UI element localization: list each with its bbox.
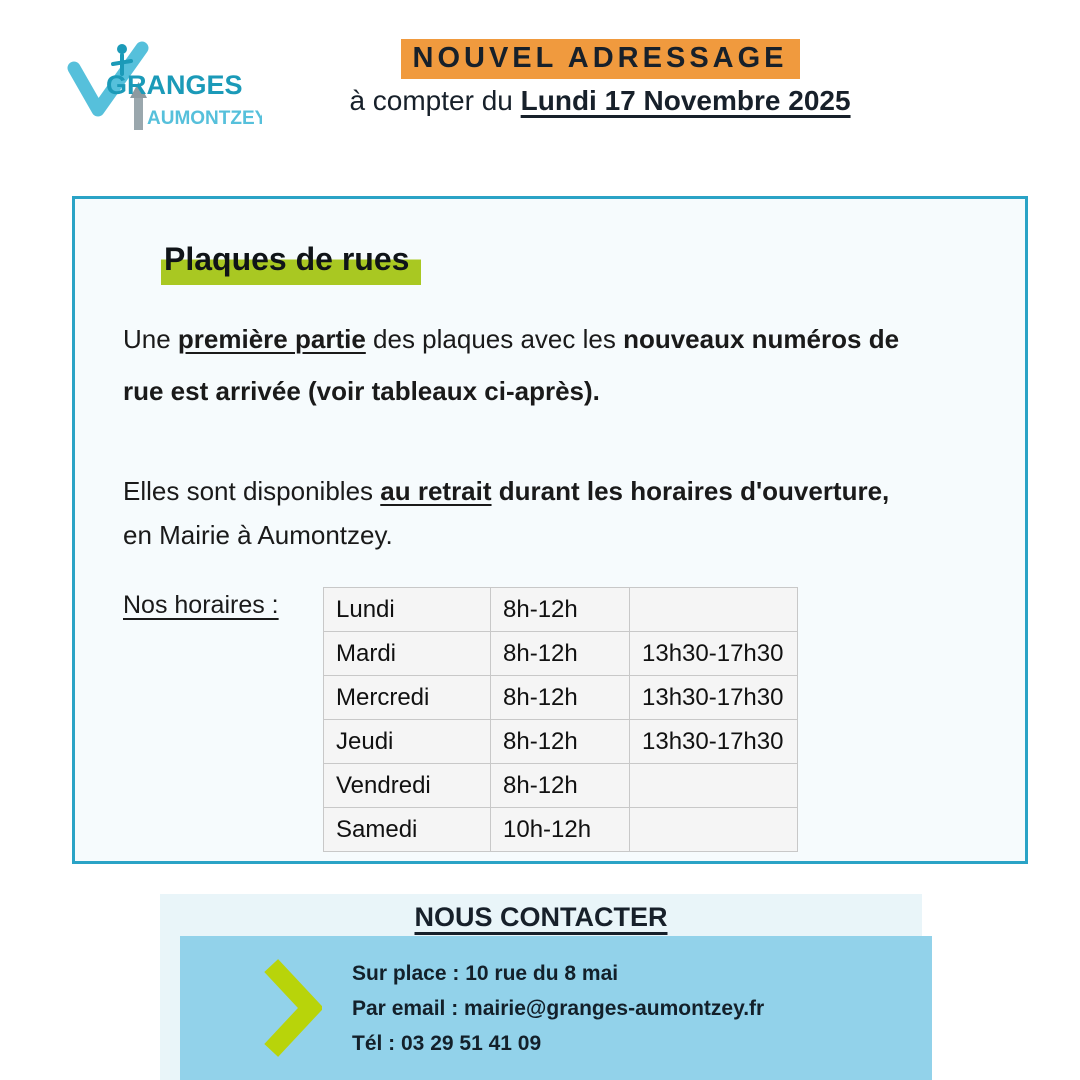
text-segment: Elles sont disponibles [123,476,381,506]
day-cell: Lundi [324,588,491,632]
hours-row [324,632,798,676]
hours-label: Nos horaires : [123,591,279,619]
day-cell: Samedi [324,808,491,852]
logo-text-aumontzey: AUMONTZEY [147,108,262,129]
hours-row [324,808,798,852]
text-segment: durant les horaires d'ouverture, [498,476,890,506]
contact-line-email: Par email : mairie@granges-aumontzey.fr [352,997,765,1020]
text-segment: nouveaux numéros de [623,324,900,354]
contact-line-phone: Tél : 03 29 51 41 09 [352,1032,542,1055]
morning-hours-cell: 8h-12h [491,720,630,764]
day-cell: Mardi [324,632,491,676]
afternoon-hours-cell: 13h30-17h30 [630,632,798,676]
text-segment [492,476,499,506]
morning-hours-cell: 8h-12h [491,588,630,632]
header-titles [130,42,1070,117]
contact-lines [352,962,764,1067]
afternoon-hours-cell: 13h30-17h30 [630,676,798,720]
text-segment: Une [123,324,178,354]
text-segment: première partie [177,324,366,354]
plaques-panel [72,196,1028,864]
contact-heading: NOUS CONTACTER [414,902,668,932]
plaques-paragraph-1 [123,313,1043,417]
subtitle-prefix: à compter du [349,85,521,116]
hours-row [324,588,798,632]
title-highlight: NOUVEL ADRESSAGE [401,39,800,79]
panel-heading [161,241,421,278]
effective-date: Lundi 17 Novembre 2025 [520,85,851,116]
morning-hours-cell: 8h-12h [491,676,630,720]
page-title [130,42,1070,75]
heading-highlight: Plaques de rues [161,241,421,285]
afternoon-hours-cell [630,588,798,632]
text-segment: rue est arrivée (voir tableaux ci-après). [123,376,600,406]
contact-box [180,936,932,1080]
text-segment: en Mairie à Aumontzey. [123,520,393,550]
afternoon-hours-cell [630,764,798,808]
morning-hours-cell: 8h-12h [491,764,630,808]
plaques-paragraph-2 [123,469,1043,557]
morning-hours-cell: 8h-12h [491,632,630,676]
logo-text-granges: GRANGES [106,70,243,100]
subtitle [130,85,1070,117]
text-segment: des plaques avec les [365,324,624,354]
chevron-icon [260,958,322,1058]
contact-line-onsite: Sur place : 10 rue du 8 mai [352,962,619,985]
afternoon-hours-cell [630,808,798,852]
hours-row [324,676,798,720]
morning-hours-cell: 10h-12h [491,808,630,852]
day-cell: Mercredi [324,676,491,720]
afternoon-hours-cell: 13h30-17h30 [630,720,798,764]
day-cell: Jeudi [324,720,491,764]
hours-row [324,720,798,764]
hours-row [324,764,798,808]
hours-table [323,587,798,852]
text-segment: au retrait [380,476,492,506]
day-cell: Vendredi [324,764,491,808]
